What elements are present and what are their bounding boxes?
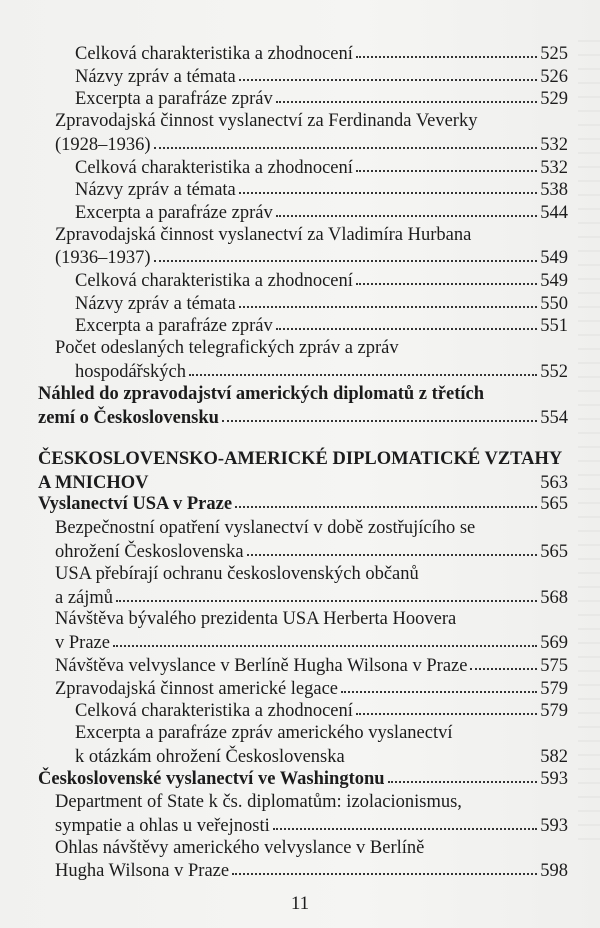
toc-entry-title: Hugha Wilsona v Praze bbox=[55, 861, 230, 881]
toc-entry-title: Návštěva bývalého prezidenta USA Herberta Hoovera bbox=[55, 609, 457, 629]
dot-leader bbox=[273, 811, 537, 830]
toc-entry-title: ČESKOSLOVENSKO-AMERICKÉ DIPLOMATICKÉ VZTAHY bbox=[38, 449, 563, 469]
toc-entry-title: Názvy zpráv a témata bbox=[75, 294, 236, 314]
toc-entry-title: Vyslanectví USA v Praze bbox=[38, 494, 233, 514]
toc-page-number: 598 bbox=[540, 861, 568, 881]
toc-entry-title: Excerpta a parafráze zpráv bbox=[75, 203, 273, 223]
toc-page-number: 569 bbox=[540, 633, 568, 653]
dot-leader bbox=[356, 696, 537, 715]
toc-page-number: 549 bbox=[540, 248, 568, 268]
toc-entry-title: Celková charakteristika a zhodnocení bbox=[75, 158, 353, 178]
toc-entry-title: Náhled do zpravodajství amerických diplomatů z třetích bbox=[38, 384, 485, 404]
toc-page-number: 568 bbox=[540, 588, 568, 608]
toc-entry-title: hospodářských bbox=[75, 362, 186, 382]
toc-page-number: 579 bbox=[540, 679, 568, 699]
toc-page-number: 579 bbox=[540, 701, 568, 721]
dot-leader bbox=[232, 856, 537, 875]
toc-page-number: 550 bbox=[540, 294, 568, 314]
toc-entry-title: Zpravodajská činnost vyslanectví za Vladimíra Hurbana bbox=[55, 225, 472, 245]
dot-leader bbox=[239, 62, 537, 81]
dot-leader bbox=[239, 289, 537, 308]
dot-leader bbox=[154, 130, 538, 149]
toc-entry bbox=[0, 857, 568, 883]
dot-leader bbox=[470, 651, 537, 670]
toc-page-number: 563 bbox=[540, 473, 568, 493]
toc-entry bbox=[0, 404, 568, 430]
toc-entry-title: Zpravodajská činnost vyslanectví za Ferdinanda Veverky bbox=[55, 111, 478, 131]
toc-entry-title: Zpravodajská činnost americké legace bbox=[55, 679, 339, 699]
toc-entry-title: (1928–1936) bbox=[55, 135, 151, 155]
toc-entry bbox=[0, 765, 568, 791]
toc-entry-title: a zájmů bbox=[55, 588, 114, 608]
dot-leader bbox=[154, 243, 538, 262]
toc-entry-title: Počet odeslaných telegrafických zpráv a zpráv bbox=[55, 338, 399, 358]
toc-page-number: 549 bbox=[540, 271, 568, 291]
toc-page-number: 593 bbox=[540, 816, 568, 836]
toc-page-number: 554 bbox=[540, 408, 568, 428]
toc-page-number: 565 bbox=[540, 542, 568, 562]
toc-entry-title: v Praze bbox=[55, 633, 110, 653]
toc-page-number: 529 bbox=[540, 89, 568, 109]
toc-entry-title: Bezpečnostní opatření vyslanectví v době zostřujícího se bbox=[55, 518, 476, 538]
dot-leader bbox=[239, 175, 537, 194]
toc-entry-title: Celková charakteristika a zhodnocení bbox=[75, 44, 353, 64]
dot-leader bbox=[356, 266, 537, 285]
toc-page-number: 538 bbox=[540, 180, 568, 200]
toc-entry-title: Ohlas návštěvy amerického velvyslance v Berlíně bbox=[55, 838, 425, 858]
dot-leader bbox=[276, 84, 538, 103]
dot-leader bbox=[276, 311, 538, 330]
dot-leader bbox=[276, 198, 538, 217]
toc-entry-title: Celková charakteristika a zhodnocení bbox=[75, 701, 353, 721]
dot-leader bbox=[113, 628, 537, 647]
dot-leader bbox=[222, 403, 537, 422]
dot-leader bbox=[152, 468, 538, 487]
toc-page-number: 544 bbox=[540, 203, 568, 223]
toc-entry-title: Československé vyslanectví ve Washingtonu bbox=[38, 769, 385, 789]
toc-page-number: 551 bbox=[540, 316, 568, 336]
toc-entry-title: Návštěva velvyslance v Berlíně Hugha Wilsona v Praze bbox=[55, 656, 468, 676]
dot-leader bbox=[388, 764, 538, 783]
toc-page-number: 532 bbox=[540, 135, 568, 155]
dot-leader bbox=[348, 742, 538, 761]
toc-page-number: 532 bbox=[540, 158, 568, 178]
toc-page-number: 582 bbox=[540, 747, 568, 767]
toc-entry-title: ohrožení Československa bbox=[55, 542, 244, 562]
toc-entry-title: (1936–1937) bbox=[55, 248, 151, 268]
toc-entry-title: USA přebírají ochranu československých občanů bbox=[55, 564, 419, 584]
toc-entry-title: sympatie a ohlas u veřejnosti bbox=[55, 816, 270, 836]
toc-entry-title: Názvy zpráv a témata bbox=[75, 180, 236, 200]
dot-leader bbox=[247, 537, 538, 556]
dot-leader bbox=[356, 153, 537, 172]
toc-page-number: 565 bbox=[540, 494, 568, 514]
toc-entry-title: Excerpta a parafráze zpráv bbox=[75, 89, 273, 109]
dot-leader bbox=[189, 357, 537, 376]
toc-entry bbox=[0, 490, 568, 516]
toc-page-number: 526 bbox=[540, 67, 568, 87]
toc-entry-title: k otázkám ohrožení Československa bbox=[75, 747, 345, 767]
toc-page-number: 593 bbox=[540, 769, 568, 789]
toc-entry-title: Excerpta a parafráze zpráv amerického vyslanectví bbox=[75, 723, 453, 743]
toc-entry-title: zemí o Československu bbox=[38, 408, 219, 428]
page-folio: 11 bbox=[290, 893, 310, 914]
dot-leader bbox=[235, 489, 537, 508]
bleed-through-texture bbox=[578, 40, 600, 840]
toc-page-number: 575 bbox=[540, 656, 568, 676]
dot-leader bbox=[356, 39, 537, 58]
toc-page-number: 525 bbox=[540, 44, 568, 64]
toc-entry-title: Názvy zpráv a témata bbox=[75, 67, 236, 87]
dot-leader bbox=[116, 583, 537, 602]
toc-entry-title: Excerpta a parafráze zpráv bbox=[75, 316, 273, 336]
toc-entry-title: A MNICHOV bbox=[38, 473, 149, 493]
dot-leader bbox=[341, 674, 537, 693]
toc-page-number: 552 bbox=[540, 362, 568, 382]
toc-entry-title: Department of State k čs. diplomatům: izolacionismus, bbox=[55, 792, 462, 812]
toc-entry-title: Celková charakteristika a zhodnocení bbox=[75, 271, 353, 291]
